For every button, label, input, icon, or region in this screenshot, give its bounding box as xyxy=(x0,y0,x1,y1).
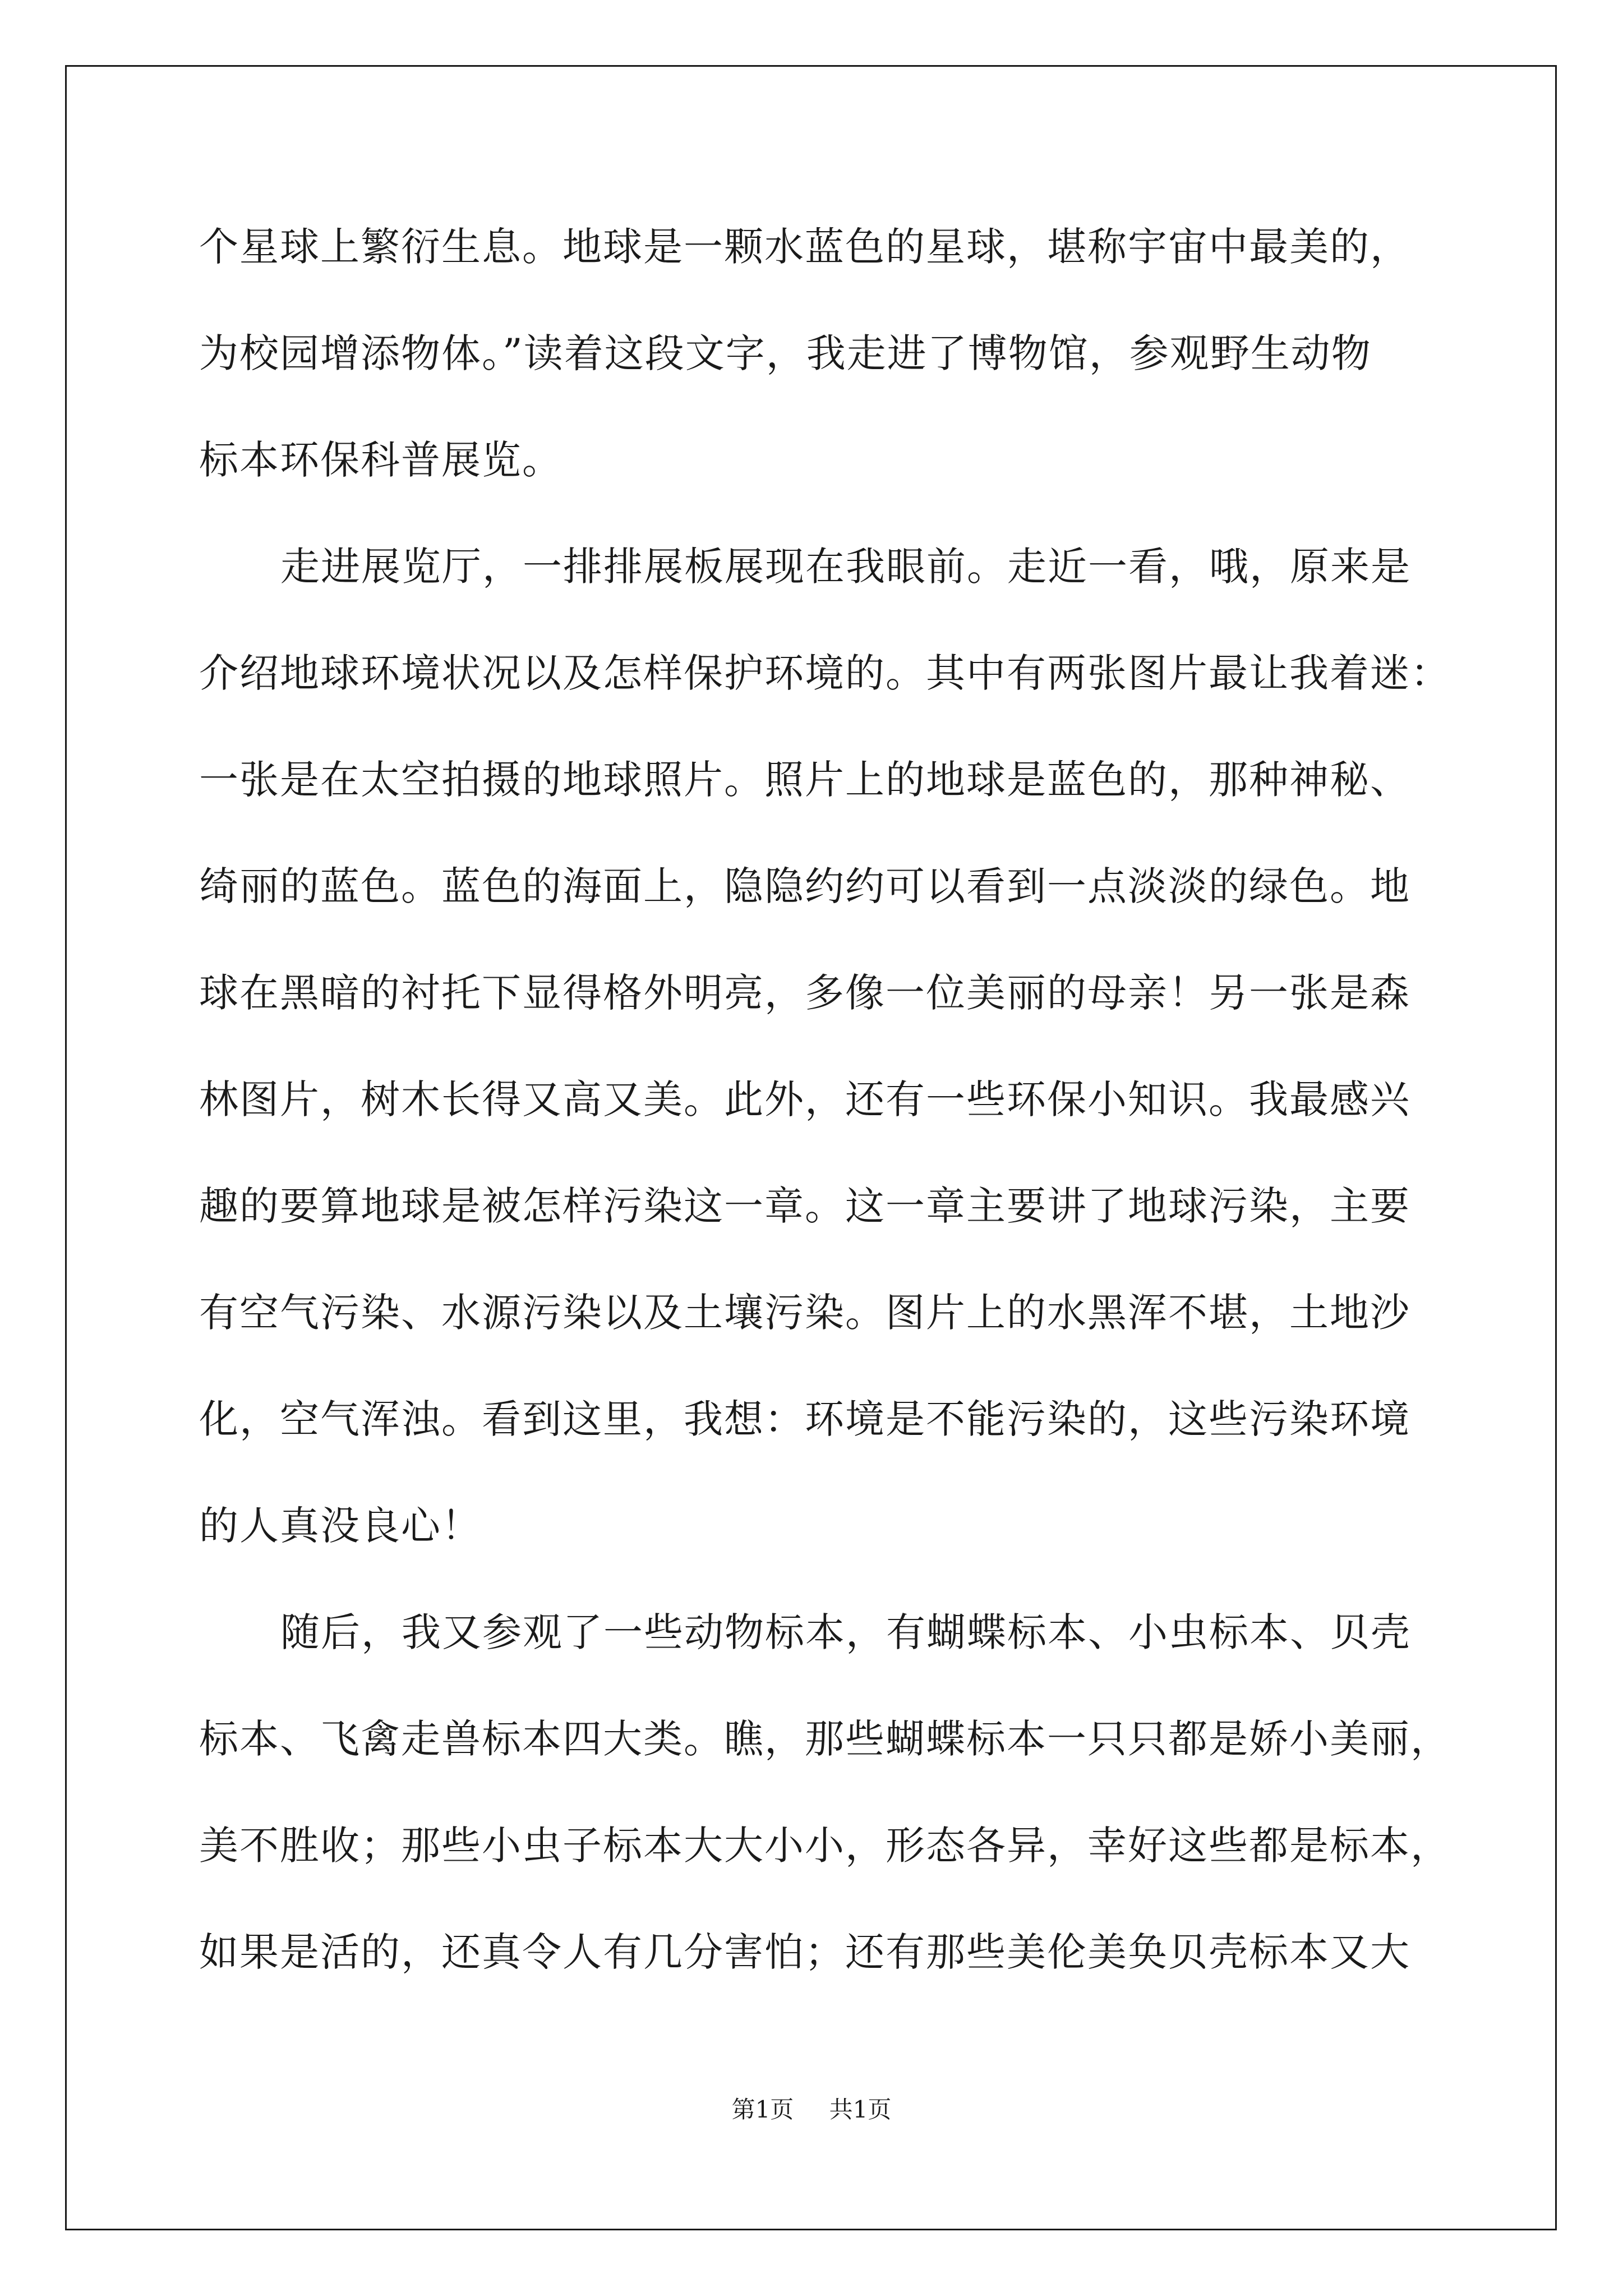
text-line: 美不胜收；那些小虫子标本大大小小，形态各异，幸好这些都是标本， xyxy=(199,1823,1451,1869)
text-line: 个星球上繁衍生息。地球是一颗水蓝色的星球，堪称宇宙中最美的， xyxy=(199,224,1410,270)
text-line: 标本、飞禽走兽标本四大类。瞧，那些蝴蝶标本一只只都是娇小美丽， xyxy=(199,1716,1451,1762)
text-line: 为校园增添物体。”读着这段文字，我走进了博物馆，参观野生动物 xyxy=(199,330,1372,376)
text-line: 有空气污染、水源污染以及土壤污染。图片上的水黑浑不堪，土地沙 xyxy=(199,1290,1410,1336)
text-line: 一张是在太空拍摄的地球照片。照片上的地球是蓝色的，那种神秘、 xyxy=(199,757,1410,803)
page-number: 第1页 xyxy=(731,2096,794,2123)
text-line: 标本环保科普展览。 xyxy=(199,437,562,483)
text-line: 球在黑暗的衬托下显得格外明亮，多像一位美丽的母亲！另一张是森 xyxy=(199,970,1410,1016)
text-line: 如果是活的，还真令人有几分害怕；还有那些美伦美奂贝壳标本又大 xyxy=(199,1929,1410,1975)
page-total: 共1页 xyxy=(829,2096,892,2123)
text-line: 介绍地球环境状况以及怎样保护环境的。其中有两张图片最让我着迷： xyxy=(199,650,1451,696)
text-line: 化，空气浑浊。看到这里，我想：环境是不能污染的，这些污染环境 xyxy=(199,1396,1410,1442)
page-footer xyxy=(0,2091,1623,2125)
paragraph-start-line: 随后，我又参观了一些动物标本，有蝴蝶标本、小虫标本、贝壳 xyxy=(280,1609,1411,1655)
text-line: 绮丽的蓝色。蓝色的海面上，隐隐约约可以看到一点淡淡的绿色。地 xyxy=(199,863,1410,909)
page-border xyxy=(65,65,1557,2230)
paragraph-start-line: 走进展览厅，一排排展板展现在我眼前。走近一看，哦，原来是 xyxy=(280,544,1411,590)
text-line: 林图片，树木长得又高又美。此外，还有一些环保小知识。我最感兴 xyxy=(199,1076,1410,1122)
text-line: 趣的要算地球是被怎样污染这一章。这一章主要讲了地球污染，主要 xyxy=(199,1183,1410,1229)
text-line: 的人真没良心！ xyxy=(199,1503,482,1549)
